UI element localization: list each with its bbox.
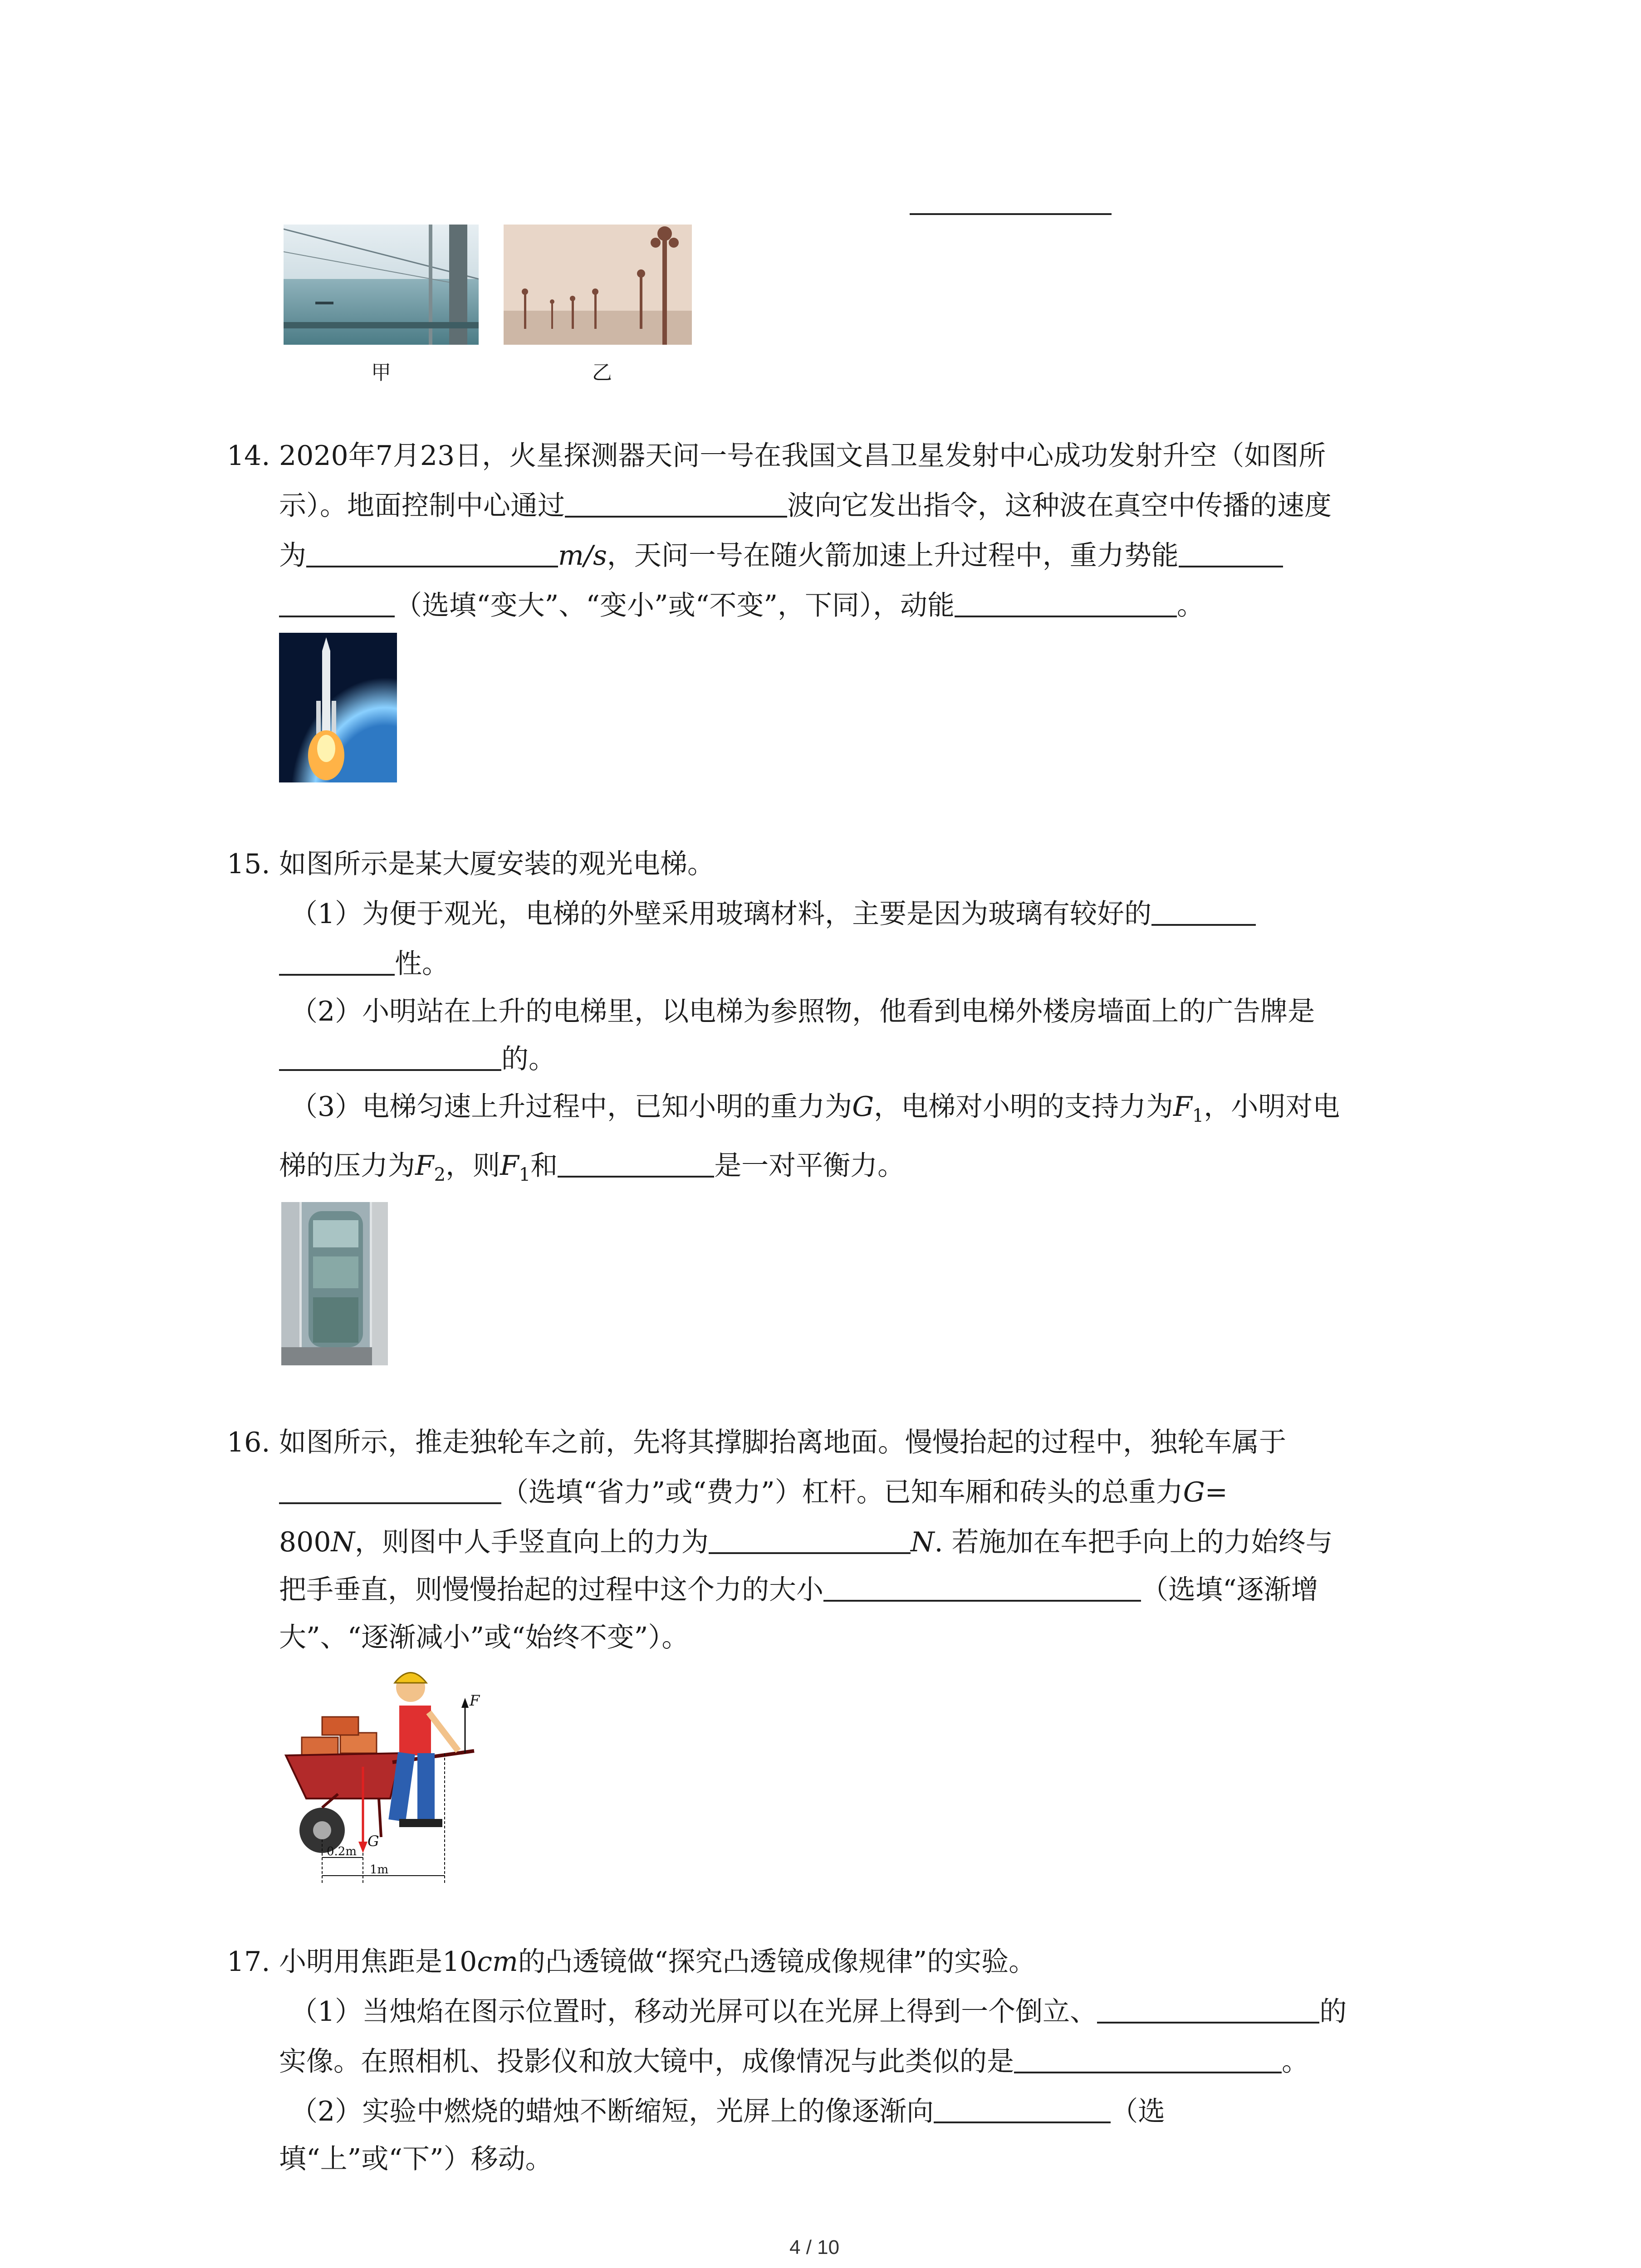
answer-blank-motion[interactable] bbox=[279, 1042, 501, 1071]
q14-text: （选填“变大”、“变小”或“不变”，下同），动能 bbox=[395, 590, 955, 621]
unit-N: N bbox=[331, 1526, 355, 1558]
q17-line1 bbox=[279, 1944, 1036, 1980]
q17-text: （选 bbox=[1111, 2096, 1166, 2127]
wheelbarrow-figure bbox=[279, 1662, 483, 1889]
q17-text: 实像。在照相机、投影仪和放大镜中，成像情况与此类似的是 bbox=[279, 2046, 1014, 2077]
answer-blank-glass[interactable] bbox=[1151, 897, 1256, 926]
q17-text: 。 bbox=[1282, 2046, 1309, 2077]
q15-number: 15. bbox=[227, 848, 270, 880]
q15-text: 和 bbox=[530, 1150, 558, 1182]
q15-text: 梯的压力为 bbox=[279, 1150, 415, 1182]
unit-cm: cm bbox=[477, 1946, 518, 1978]
q15-text: ，则 bbox=[446, 1150, 500, 1182]
label-F: F bbox=[470, 1692, 480, 1709]
caption-yi: 乙 bbox=[592, 361, 612, 384]
q16-text: = bbox=[1205, 1476, 1228, 1508]
q14-text: 。 bbox=[1177, 590, 1205, 621]
symbol-G: G bbox=[852, 1091, 874, 1123]
q14-text: 波向它发出指令，这种波在真空中传播的速度 bbox=[787, 490, 1332, 522]
subscript: 1 bbox=[1192, 1105, 1204, 1126]
caption-jia: 甲 bbox=[371, 361, 391, 384]
answer-blank-kinetic[interactable] bbox=[955, 588, 1177, 617]
q16-line3 bbox=[279, 1524, 1333, 1560]
q15-line1: 如图所示是某大厦安装的观光电梯。 bbox=[279, 848, 715, 880]
q17-text: （1）当烛焰在图示位置时，移动光屏可以在光屏上得到一个倒立、 bbox=[290, 1996, 1097, 2028]
q14-text: 示）。地面控制中心通过 bbox=[279, 490, 565, 522]
answer-blank-prev[interactable] bbox=[910, 213, 1112, 215]
q16-text: ，则图中人手竖直向上的力为 bbox=[355, 1526, 709, 1558]
answer-blank-speed[interactable] bbox=[306, 538, 558, 567]
q17-p1-cont bbox=[279, 2043, 1309, 2080]
q14-line2 bbox=[279, 488, 1332, 524]
label-1m: 1m bbox=[370, 1863, 389, 1877]
unit-N: N bbox=[911, 1526, 935, 1558]
q17-text: （2）实验中燃烧的蜡烛不断缩短，光屏上的像逐渐向 bbox=[290, 2096, 934, 2127]
q15-text: 性。 bbox=[395, 948, 449, 980]
q16-text: 800 bbox=[279, 1526, 331, 1558]
q17-p2-cont: 填“上”或“下”）移动。 bbox=[279, 2143, 553, 2175]
answer-blank-lever[interactable] bbox=[279, 1475, 501, 1504]
q16-text: . 若施加在车把手向上的力始终与 bbox=[934, 1526, 1333, 1558]
q14-line1: 2020年7月23日，火星探测器天问一号在我国文昌卫星发射中心成功发射升空（如图所 bbox=[279, 440, 1326, 472]
page-number: 4 / 10 bbox=[789, 2236, 840, 2258]
answer-blank-gpe-cont[interactable] bbox=[279, 588, 395, 617]
q15-p1 bbox=[290, 896, 1256, 932]
q15-text: ，电梯对小明的支持力为 bbox=[874, 1091, 1174, 1123]
rocket-launch-photo bbox=[279, 633, 397, 782]
q14-text: ，天问一号在随火箭加速上升过程中，重力势能 bbox=[607, 540, 1179, 572]
q17-number: 17. bbox=[227, 1946, 270, 1978]
q16-line4 bbox=[279, 1572, 1318, 1608]
symbol-F: F bbox=[1173, 1091, 1192, 1123]
q15-p1-cont bbox=[279, 946, 449, 982]
q15-text: （3）电梯匀速上升过程中，已知小明的重力为 bbox=[290, 1091, 852, 1123]
answer-blank-force[interactable] bbox=[709, 1525, 911, 1554]
q15-p2-cont bbox=[279, 1041, 556, 1077]
unit-ms: m/s bbox=[558, 540, 607, 572]
q15-text: （1）为便于观光，电梯的外壁采用玻璃材料，主要是因为玻璃有较好的 bbox=[290, 898, 1152, 930]
q15-p3 bbox=[290, 1089, 1340, 1134]
answer-blank-gpe[interactable] bbox=[1179, 538, 1283, 567]
q16-text: （选填“省力”或“费力”）杠杆。已知车厢和砖头的总重力 bbox=[501, 1476, 1183, 1508]
q15-text: ，小明对电 bbox=[1204, 1091, 1340, 1123]
subscript: 2 bbox=[434, 1164, 446, 1185]
symbol-F: F bbox=[415, 1150, 434, 1182]
q17-p2 bbox=[290, 2093, 1165, 2130]
q17-number-10: 10 bbox=[442, 1946, 477, 1978]
answer-blank-device[interactable] bbox=[1014, 2044, 1282, 2073]
label-0.2m: 0.2m bbox=[327, 1845, 357, 1858]
answer-blank-direction[interactable] bbox=[934, 2094, 1111, 2123]
q16-line2 bbox=[279, 1474, 1228, 1510]
label-G: G bbox=[367, 1833, 379, 1850]
answer-blank-image-size[interactable] bbox=[1097, 1994, 1319, 2024]
q16-number: 16. bbox=[227, 1427, 270, 1458]
symbol-G: G bbox=[1183, 1476, 1205, 1508]
q15-p2: （2）小明站在上升的电梯里，以电梯为参照物，他看到电梯外楼房墙面上的广告牌是 bbox=[290, 996, 1315, 1027]
answer-blank-change[interactable] bbox=[823, 1573, 1141, 1602]
q14-number: 14. bbox=[227, 440, 270, 472]
q17-p1 bbox=[290, 1994, 1347, 2030]
q14-text: 为 bbox=[279, 540, 306, 572]
q17-text: 的 bbox=[1319, 1996, 1347, 2028]
q17-text: 的凸透镜做“探究凸透镜成像规律”的实验。 bbox=[518, 1946, 1036, 1978]
bridge-photo bbox=[284, 225, 479, 345]
q15-text: 的。 bbox=[501, 1043, 556, 1075]
q16-text: 把手垂直，则慢慢抬起的过程中这个力的大小 bbox=[279, 1574, 823, 1606]
q16-line5: 大”、“逐渐减小”或“始终不变”）。 bbox=[279, 1622, 689, 1653]
answer-blank-balance[interactable] bbox=[558, 1149, 714, 1178]
q15-p3-cont bbox=[279, 1148, 905, 1193]
subscript: 1 bbox=[519, 1164, 531, 1185]
q16-line1: 如图所示，推走独轮车之前，先将其撑脚抬离地面。慢慢抬起的过程中，独轮车属于 bbox=[279, 1427, 1286, 1458]
q16-text: （选填“逐渐增 bbox=[1141, 1574, 1318, 1606]
street-lamps-photo bbox=[504, 225, 692, 345]
symbol-F: F bbox=[500, 1150, 519, 1182]
q14-line3 bbox=[279, 538, 1283, 574]
answer-blank-glass-cont[interactable] bbox=[279, 947, 395, 976]
q17-text: 小明用焦距是 bbox=[279, 1946, 442, 1978]
elevator-photo bbox=[281, 1202, 388, 1365]
q15-text: 是一对平衡力。 bbox=[714, 1150, 905, 1182]
answer-blank-wave[interactable] bbox=[565, 489, 787, 518]
q14-line4 bbox=[279, 587, 1204, 624]
